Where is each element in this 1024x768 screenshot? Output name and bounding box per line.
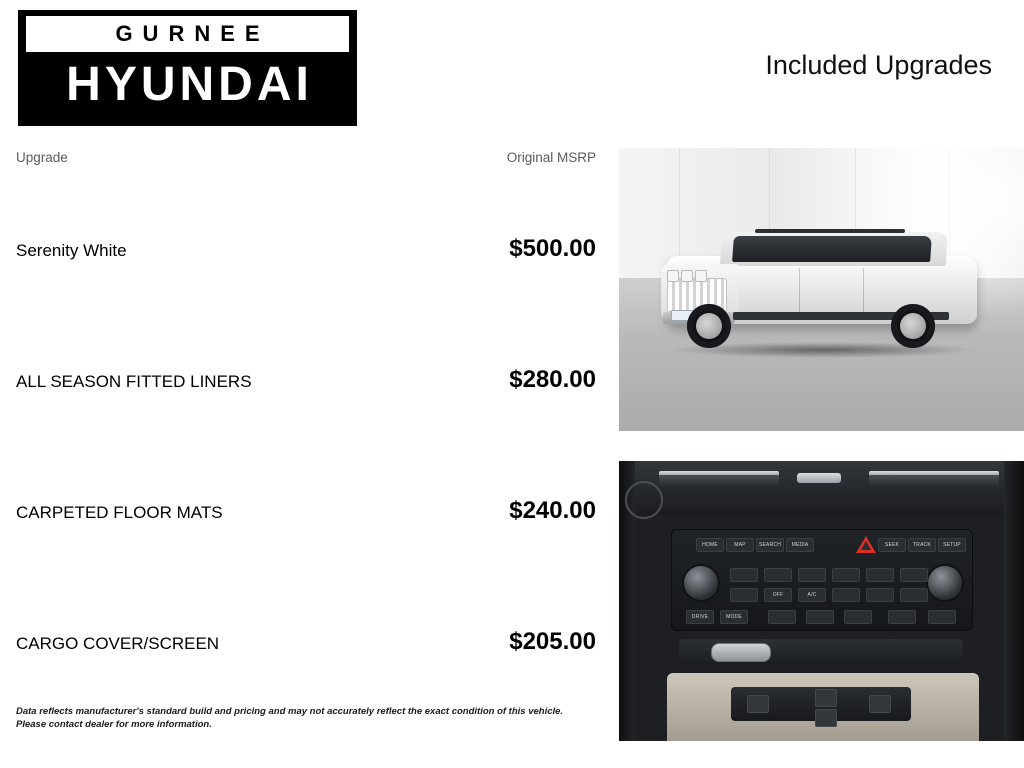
door-seam xyxy=(863,268,864,314)
drive-button[interactable]: DRIVE xyxy=(686,610,714,624)
upgrade-price: $240.00 xyxy=(509,497,596,524)
auto-button[interactable] xyxy=(866,588,894,602)
passenger-temperature-knob[interactable] xyxy=(926,564,964,602)
air-vent xyxy=(869,475,999,487)
auto-hold-icon[interactable] xyxy=(869,695,891,713)
seat-heat-button[interactable] xyxy=(768,610,796,624)
air-vent xyxy=(659,475,779,487)
upgrade-price: $205.00 xyxy=(509,628,596,655)
steering-wheel-edge xyxy=(625,481,663,519)
map-button[interactable]: MAP xyxy=(726,538,754,552)
off-button[interactable]: OFF xyxy=(764,588,792,602)
car-window-glass xyxy=(732,236,932,262)
track-button[interactable]: TRACK xyxy=(908,538,936,552)
sync-button[interactable] xyxy=(900,588,928,602)
vehicle-interior-photo xyxy=(619,461,1024,741)
parking-distance-icon[interactable] xyxy=(815,689,837,707)
climate-button[interactable] xyxy=(866,568,894,582)
disclaimer xyxy=(16,706,606,732)
defrost-button[interactable] xyxy=(730,588,758,602)
disclaimer-line-1: Data reflects manufacturer's standard build and pricing and may not accurately reflect the exact condition of this vehicle. xyxy=(16,706,564,717)
dashboard-top xyxy=(619,461,1024,515)
upgrade-name: ALL SEASON FITTED LINERS xyxy=(16,372,252,391)
headlamp xyxy=(695,270,707,282)
unlock-icon[interactable] xyxy=(747,695,769,713)
media-button[interactable]: MEDIA xyxy=(786,538,814,552)
table-row xyxy=(16,300,596,431)
page-title: Included Upgrades xyxy=(765,50,992,80)
upgrade-price: $500.00 xyxy=(509,235,596,262)
headlamp xyxy=(681,270,693,282)
column-header-msrp: Original MSRP xyxy=(506,150,596,165)
climate-button[interactable] xyxy=(798,568,826,582)
table-header-row xyxy=(16,150,596,169)
setup-button[interactable]: SETUP xyxy=(938,538,966,552)
table-row xyxy=(16,169,596,300)
home-button[interactable]: HOME xyxy=(696,538,724,552)
headlamp xyxy=(667,270,679,282)
climate-button[interactable] xyxy=(730,568,758,582)
recirculate-button[interactable] xyxy=(832,588,860,602)
upgrade-name: Serenity White xyxy=(16,241,127,260)
door-seam xyxy=(799,268,800,314)
upgrade-name: CARPETED FLOOR MATS xyxy=(16,503,223,522)
table-row xyxy=(16,562,596,693)
search-button[interactable]: SEARCH xyxy=(756,538,784,552)
upgrade-name: CARGO COVER/SCREEN xyxy=(16,634,220,653)
vehicle-exterior-photo xyxy=(619,148,1024,431)
gear-shifter[interactable] xyxy=(711,643,771,662)
front-wheel xyxy=(687,304,731,348)
ac-button[interactable]: A/C xyxy=(798,588,826,602)
seek-button[interactable]: SEEK xyxy=(878,538,906,552)
climate-button[interactable] xyxy=(900,568,928,582)
camera-button[interactable] xyxy=(844,610,872,624)
logo-text-hyundai: HYUNDAI xyxy=(66,58,313,111)
parking-sensor-button[interactable] xyxy=(806,610,834,624)
rear-wheel xyxy=(891,304,935,348)
mode-button[interactable]: MODE xyxy=(720,610,748,624)
climate-button[interactable] xyxy=(832,568,860,582)
column-header-upgrade: Upgrade xyxy=(16,150,68,165)
hazard-light-inner xyxy=(861,541,871,550)
upgrade-price: $280.00 xyxy=(509,366,596,393)
driver-temperature-knob[interactable] xyxy=(682,564,720,602)
center-chrome-accent xyxy=(797,473,841,483)
parking-brake-button[interactable] xyxy=(928,610,956,624)
suv-illustration xyxy=(659,226,989,361)
lane-assist-button[interactable] xyxy=(888,610,916,624)
table-row xyxy=(16,431,596,562)
disclaimer-line-2: Please contact dealer for more information. xyxy=(16,718,212,730)
dealer-logo xyxy=(18,10,357,126)
upgrades-table xyxy=(16,150,596,693)
roof-rail xyxy=(755,229,905,233)
climate-button[interactable] xyxy=(764,568,792,582)
dash-right-edge xyxy=(1004,461,1024,741)
climate-control-panel xyxy=(671,529,973,631)
logo-text-gurnee: GURNEE xyxy=(26,16,349,52)
drive-mode-icon[interactable] xyxy=(815,709,837,727)
